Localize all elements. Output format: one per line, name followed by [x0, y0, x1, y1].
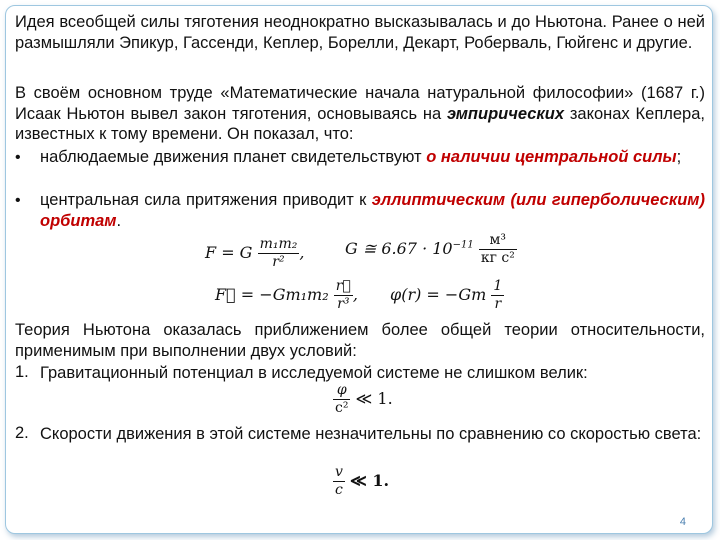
frac-den: r² [272, 254, 285, 270]
g-exponent: −11 [452, 239, 474, 251]
condition-2 [40, 424, 705, 445]
g-value: G ≅ 6.67 · 10 [345, 239, 453, 258]
formula-comma: , [352, 285, 358, 304]
bullet-marker: • [15, 192, 21, 209]
formula-lhs: F = G [205, 243, 253, 262]
central-force-emphasis: о наличии центральной силы [426, 148, 677, 166]
gravitational-constant [345, 232, 517, 267]
frac-num: 1 [493, 278, 503, 294]
condition-number-1: 1. [15, 363, 29, 381]
bullet-1-text: наблюдаемые движения планет свидетельствуют [40, 148, 427, 166]
relativity-paragraph [15, 320, 705, 361]
bullet-2-end: . [116, 211, 122, 230]
bullet-2-text: центральная сила притяжения приводит к [40, 191, 372, 209]
bullet-item-2 [40, 190, 705, 231]
frac-num: φ [333, 382, 350, 400]
vector-lhs: F⃗ = −Gm₁m₂ [215, 285, 329, 304]
potential-formula [390, 278, 504, 313]
phi-over-c2 [333, 382, 350, 417]
condition-2-text: Скорости движения в этой системе незначительны по сравнению со скоростью света: [40, 425, 702, 443]
gravity-law-formula [205, 236, 304, 271]
unit-den: кг с² [480, 250, 515, 266]
g-units [479, 232, 517, 267]
velocity-condition-formula [333, 464, 389, 499]
condition-1 [40, 363, 705, 384]
frac-den: c² [335, 400, 349, 416]
potential-lhs: φ(r) = −Gm [390, 285, 487, 304]
potential-condition-formula [333, 382, 393, 417]
condition-1-text: Гравитационный потенциал в исследуемой системе не слишком велик: [40, 364, 588, 382]
bullet-marker: • [15, 149, 21, 166]
intro-paragraph [15, 12, 705, 53]
v-over-c [333, 464, 345, 499]
orbits-emphasis: эллиптическим (или гиперболическим) орбитам [40, 191, 705, 230]
frac-num: r⃗ [335, 278, 351, 294]
page-number: 4 [679, 516, 686, 528]
frac-num: m₁m₂ [259, 236, 298, 252]
mass-fraction [258, 236, 300, 271]
newton-text-a: В своём основном труде «Математические начала натуральной философии» (1687 г.) Исаак Ньютон вывел закон тяготения, основываясь на [15, 84, 705, 123]
empirical-emphasis: эмпирических [447, 104, 565, 123]
unit-num: м³ [479, 232, 517, 250]
much-less-than-one: ≪ 1. [355, 389, 393, 408]
newton-paragraph [15, 83, 705, 145]
frac-num: v [335, 464, 343, 480]
vector-fraction [334, 278, 353, 313]
formula-comma: , [299, 243, 305, 262]
potential-fraction [491, 278, 504, 313]
bullet-item-1 [40, 147, 705, 168]
newton-text-b: законах Кеплера, известных к тому времени. Он показал, что: [15, 104, 705, 143]
relativity-text: Теория Ньютона оказалась приближением более общей теории относительности, применимым при выполнении двух условий: [15, 321, 705, 360]
bullet-1-end: ; [676, 148, 682, 166]
condition-number-2: 2. [15, 424, 29, 442]
frac-den: r [494, 296, 502, 312]
frac-den: c [335, 482, 343, 498]
much-less-than-one: ≪ 1. [350, 471, 390, 490]
vector-force-formula [215, 278, 358, 313]
frac-den: r³ [337, 296, 350, 312]
intro-text: Идея всеобщей силы тяготения неоднократно высказывалась и до Ньютона. Ранее о ней размышляли Эпикур, Гассенди, Кеплер, Борелли, Декарт, Роберваль, Гюйгенс и другие. [15, 13, 705, 52]
